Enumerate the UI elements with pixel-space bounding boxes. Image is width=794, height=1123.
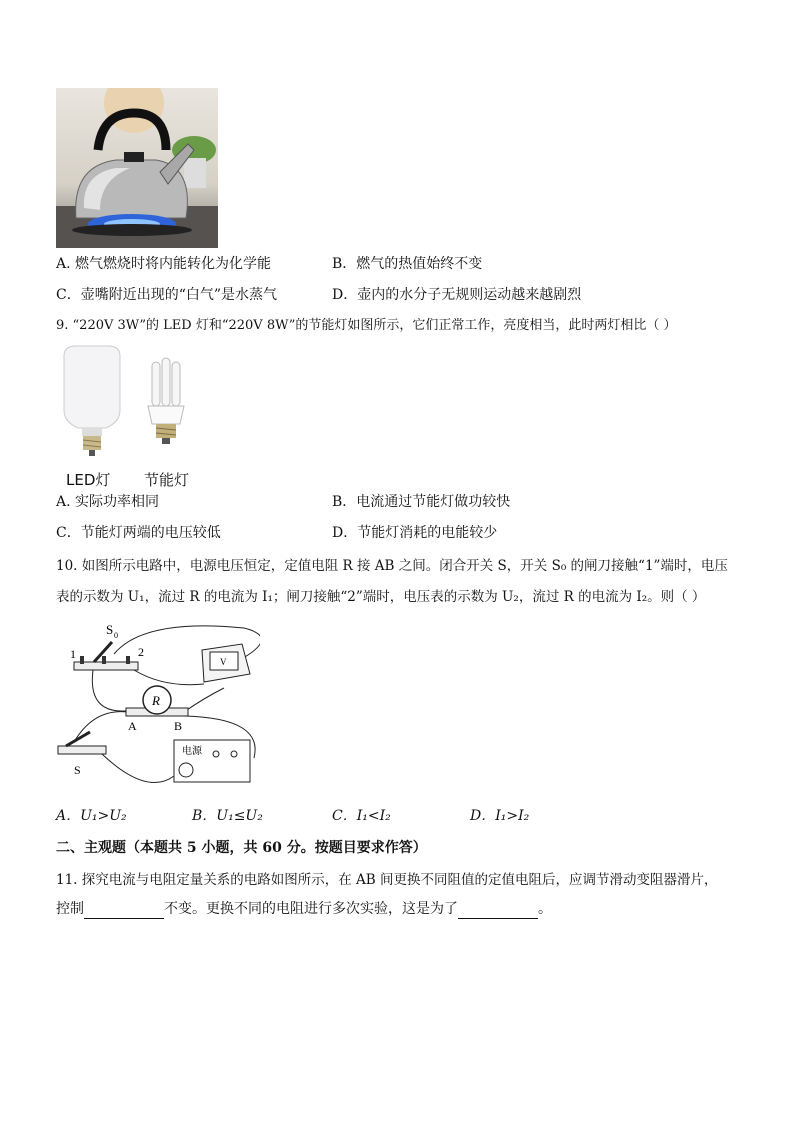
terminal-2-label: 2 — [138, 645, 144, 659]
kettle-on-stove-image — [56, 88, 218, 248]
switch-s-label: S — [74, 763, 81, 777]
q9-stem: 9. “220V 3W”的 LED 灯和“220V 8W”的节能灯如图所示，它们正常工作，亮度相当，此时两灯相比（ ） — [56, 318, 677, 333]
q11-blank-2[interactable] — [458, 904, 538, 919]
q11-line1: 11. 探究电流与电阻定量关系的电路如图所示，在 AB 间更换不同阻值的定值电阻后，应调节滑动变阻器滑片， — [56, 872, 718, 888]
q11-line2 — [56, 899, 552, 919]
circuit-diagram — [54, 618, 260, 794]
q8-option-a: A. 燃气燃烧时将内能转化为化学能 — [56, 256, 272, 272]
q10-option-c: C．I₁<I₂ — [332, 808, 391, 824]
q8-option-c: C．壶嘴附近出现的“白气”是水蒸气 — [56, 287, 278, 303]
q10-stem-line2: 表的示数为 U₁，流过 R 的电流为 I₁；闸刀接触“2”端时，电压表的示数为 U₂，流过 R 的电流为 I₂。则（ ） — [56, 589, 706, 605]
q10-option-d: D．I₁>I₂ — [470, 808, 530, 824]
s0-label: S — [106, 622, 114, 637]
resistor-label: R — [152, 693, 160, 708]
q11-text-middle: 不变。更换不同的电阻进行多次实验，这是为了 — [164, 901, 458, 917]
s0-subscript: 0 — [114, 631, 118, 640]
point-b-label: B — [174, 719, 183, 733]
terminal-1-label: 1 — [70, 647, 76, 661]
q8-option-b: B．燃气的热值始终不变 — [332, 256, 483, 272]
cfl-label: 节能灯 — [144, 471, 190, 489]
section2-heading: 二、主观题（本题共 5 小题，共 60 分。按题目要求作答） — [56, 840, 427, 856]
q9-option-c: C．节能灯两端的电压较低 — [56, 525, 221, 541]
q10-stem-line1: 10. 如图所示电路中，电源电压恒定，定值电阻 R 接 AB 之间。闭合开关 S，开关 S₀ 的闸刀接触“1”端时，电压 — [56, 558, 728, 574]
bulbs-image — [56, 344, 206, 464]
point-a-label: A — [128, 719, 137, 733]
q11-text-end: 。 — [538, 901, 552, 917]
led-label: LED灯 — [66, 471, 111, 489]
q8-option-d: D．壶内的水分子无规则运动越来越剧烈 — [332, 287, 582, 303]
q11-text-control: 控制 — [56, 901, 84, 917]
q11-blank-1[interactable] — [84, 904, 164, 919]
voltmeter-label: V — [220, 657, 227, 667]
q9-option-b: B．电流通过节能灯做功较快 — [332, 494, 511, 510]
q9-option-a: A. 实际功率相同 — [56, 494, 160, 510]
q9-option-d: D．节能灯消耗的电能较少 — [332, 525, 498, 541]
power-supply-label: 电源 — [182, 746, 202, 757]
q10-option-b: B．U₁≤U₂ — [192, 808, 263, 824]
q10-option-a: A．U₁>U₂ — [56, 808, 127, 824]
